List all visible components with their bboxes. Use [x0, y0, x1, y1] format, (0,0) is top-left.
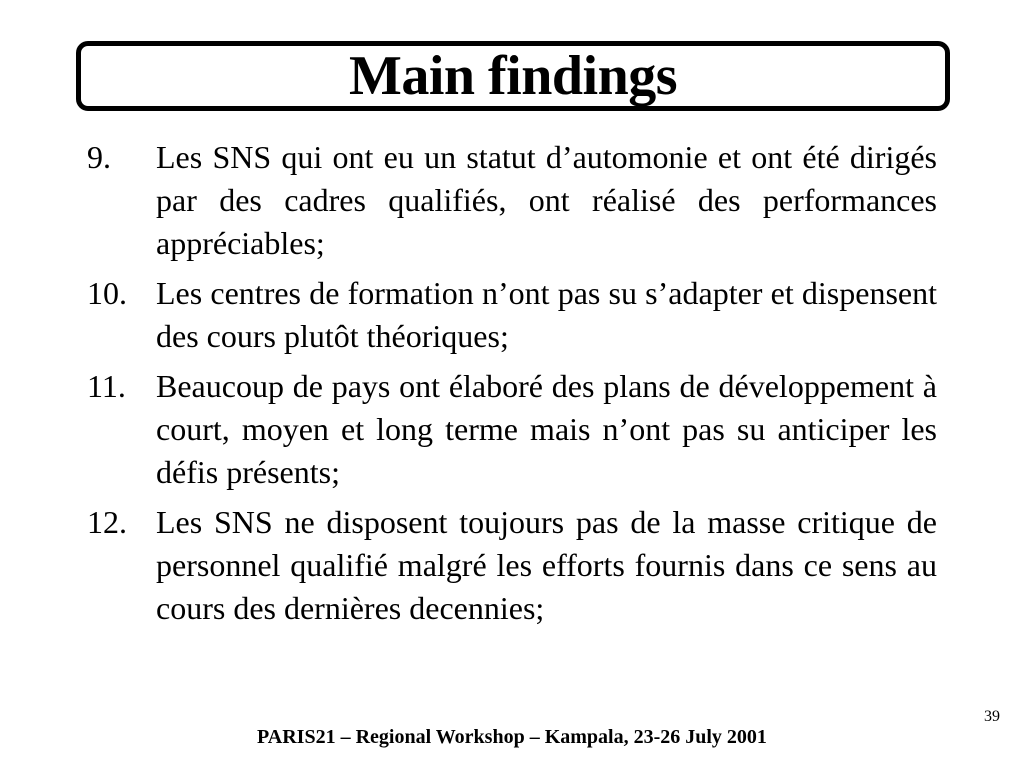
finding-number: 10. — [87, 275, 127, 311]
finding-item — [87, 365, 937, 494]
finding-text: Beaucoup de pays ont élaboré des plans de développement à court, moyen et long terme mais n’ont pas su anticiper les défis présents; — [156, 368, 937, 490]
finding-text: Les SNS ne disposent toujours pas de la masse critique de personnel qualifié malgré les efforts fournis dans ce sens au cours des dernières decennies; — [156, 504, 937, 626]
slide-title: Main findings — [348, 45, 678, 107]
findings-list — [87, 136, 937, 637]
finding-item — [87, 136, 937, 265]
finding-number: 9. — [87, 139, 111, 175]
finding-text: Les SNS qui ont eu un statut d’automonie et ont été dirigés par des cadres qualifiés, ont réalisé des performances appréciables; — [156, 139, 937, 261]
finding-item — [87, 272, 937, 358]
finding-text: Les centres de formation n’ont pas su s’adapter et dispensent des cours plutôt théoriques; — [156, 275, 937, 354]
finding-number: 12. — [87, 504, 127, 540]
slide-footer: PARIS21 – Regional Workshop – Kampala, 23-26 July 2001 — [257, 726, 767, 748]
finding-number: 11. — [87, 368, 126, 404]
page-number: 39 — [984, 708, 1000, 725]
finding-item — [87, 501, 937, 630]
